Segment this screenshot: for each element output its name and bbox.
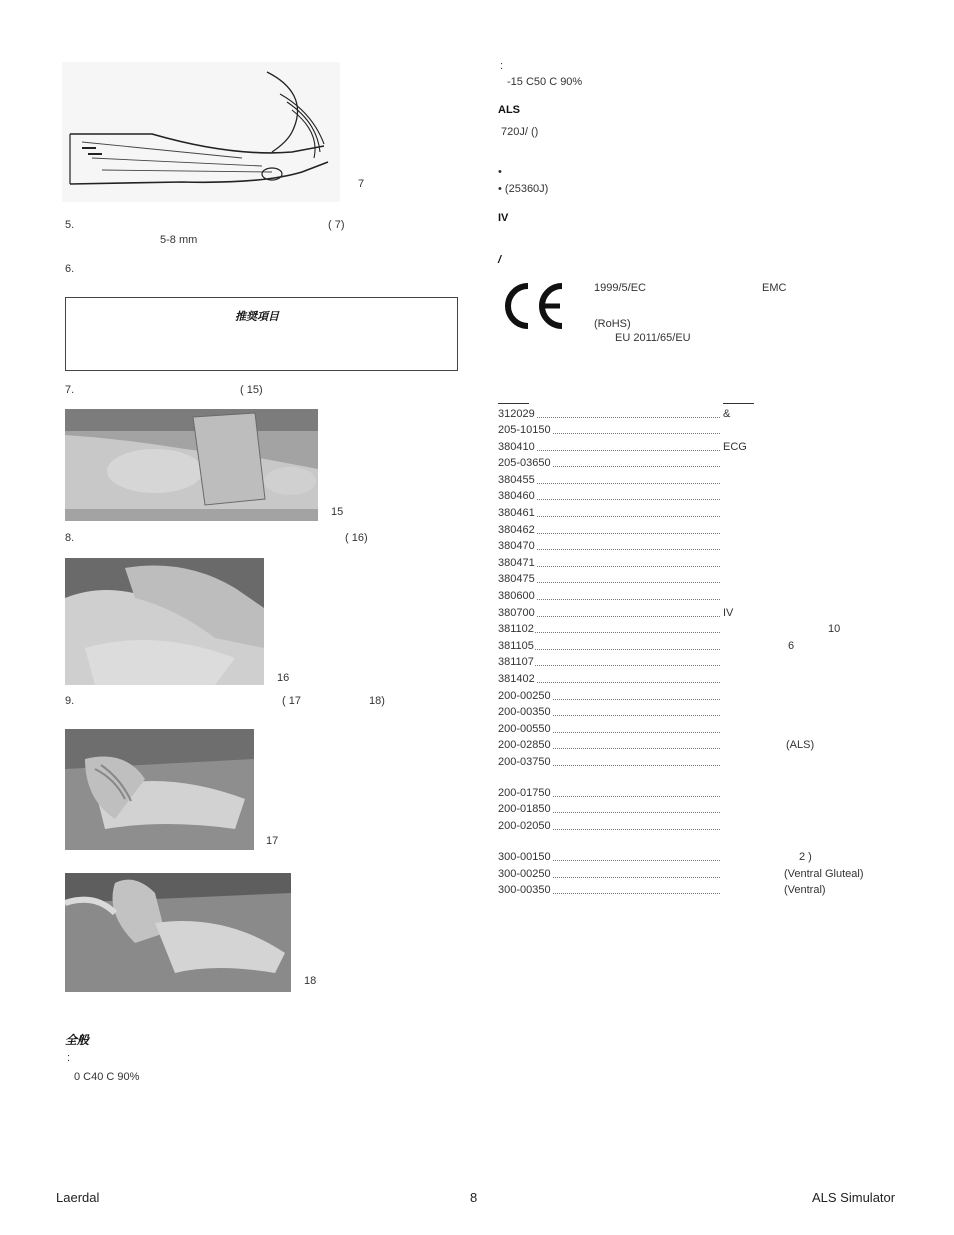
parts-row — [498, 706, 918, 720]
part-number: 380470 — [498, 540, 535, 552]
part-description: 6 — [788, 640, 795, 652]
figure-16-photo — [65, 558, 264, 685]
ce-emc: EMC — [762, 282, 787, 294]
part-number: 380460 — [498, 490, 535, 502]
part-number: 380700 — [498, 607, 535, 619]
parts-row — [498, 673, 918, 687]
part-description: (Ventral Gluteal) — [784, 868, 864, 880]
part-number: 200-02050 — [498, 820, 551, 832]
parts-row — [498, 573, 918, 587]
parts-row — [498, 457, 918, 471]
parts-header-underline-number — [498, 403, 529, 404]
figure-7-arm-drawing — [62, 62, 340, 202]
step-9-figure-ref-18: 18) — [369, 695, 385, 707]
parts-row — [498, 623, 918, 637]
ce-eu-directive: EU 2011/65/EU — [615, 332, 691, 344]
parts-row — [498, 690, 918, 704]
step-8-number: 8. — [65, 532, 75, 544]
part-number: 300-00350 — [498, 884, 551, 896]
part-description: (Ventral) — [784, 884, 826, 896]
step-5-measurement: 5-8 mm — [160, 234, 198, 246]
step-7-figure-ref: ( 15) — [240, 384, 263, 396]
storage-temperature: -15 C50 C 90% — [507, 76, 583, 88]
step-5-number: 5. — [65, 219, 75, 231]
ce-directive: 1999/5/EC — [594, 282, 646, 294]
parts-row — [498, 540, 918, 554]
part-number: 200-00550 — [498, 723, 551, 735]
ce-rohs: (RoHS) — [594, 318, 631, 330]
general-colon: : — [67, 1052, 71, 1064]
bullet-2: • (25360J) — [498, 183, 549, 195]
parts-row — [498, 524, 918, 538]
bullet-2-text: (25360J) — [504, 183, 549, 195]
part-number: 381102 — [498, 623, 534, 635]
part-description: & — [723, 408, 731, 420]
part-number: 200-02850 — [498, 739, 551, 751]
parts-row — [498, 424, 918, 438]
part-number: 200-01850 — [498, 803, 551, 815]
part-description: 2 ) — [799, 851, 812, 863]
parts-row — [498, 507, 918, 521]
part-number: 381105 — [498, 640, 534, 652]
recommendation-box — [65, 297, 458, 371]
ce-mark-icon — [498, 280, 566, 335]
bullet-1: • — [498, 166, 502, 178]
figure-15-photo — [65, 409, 318, 521]
part-description: ECG — [723, 441, 747, 453]
step-9-figure-ref-17: ( 17 — [282, 695, 301, 707]
part-description: (ALS) — [786, 739, 815, 751]
parts-row — [498, 739, 918, 753]
als-heading: ALS — [498, 104, 520, 116]
figure-18-label: 18 — [304, 975, 317, 987]
part-number: 380410 — [498, 441, 535, 453]
part-number: 312029 — [498, 408, 535, 420]
figure-17-label: 17 — [266, 835, 279, 847]
part-number: 380455 — [498, 474, 535, 486]
operating-temperature: 0 C40 C 90% — [74, 1071, 140, 1083]
parts-row — [498, 723, 918, 737]
step-8-figure-ref: ( 16) — [345, 532, 368, 544]
part-number: 380462 — [498, 524, 535, 536]
part-description: IV — [723, 607, 734, 619]
footer-product: ALS Simulator — [812, 1190, 896, 1205]
parts-row — [498, 557, 918, 571]
parts-row — [498, 490, 918, 504]
parts-row — [498, 868, 918, 882]
iv-heading: IV — [498, 212, 509, 224]
parts-row — [498, 820, 918, 834]
part-number: 380471 — [498, 557, 535, 569]
part-number: 200-00350 — [498, 706, 551, 718]
footer-company: Laerdal — [56, 1190, 100, 1205]
part-number: 300-00150 — [498, 851, 551, 863]
parts-row — [498, 607, 918, 621]
parts-row — [498, 884, 918, 898]
parts-row — [498, 803, 918, 817]
parts-row — [498, 590, 918, 604]
parts-row — [498, 474, 918, 488]
parts-header-underline-description — [723, 403, 754, 404]
step-7-number: 7. — [65, 384, 75, 396]
figure-17-photo — [65, 729, 254, 850]
parts-row — [498, 640, 918, 654]
part-number: 380461 — [498, 507, 535, 519]
step-6-number: 6. — [65, 263, 75, 275]
figure-16-label: 16 — [277, 672, 290, 684]
part-description: 10 — [828, 623, 841, 635]
als-energy: 720J/ () — [501, 126, 539, 138]
figure-15-label: 15 — [331, 506, 344, 518]
figure-7-label: 7 — [358, 178, 365, 190]
part-number: 205-03650 — [498, 457, 551, 469]
parts-row — [498, 656, 918, 670]
parts-row — [498, 787, 918, 801]
part-number: 205-10150 — [498, 424, 551, 436]
storage-colon: : — [500, 60, 504, 72]
part-number: 381402 — [498, 673, 535, 685]
footer-page-number: 8 — [470, 1190, 478, 1205]
figure-18-photo — [65, 873, 291, 992]
step-5-figure-ref: ( 7) — [328, 219, 345, 231]
compliance-heading: / — [498, 254, 502, 266]
part-number: 300-00250 — [498, 868, 551, 880]
part-number: 200-01750 — [498, 787, 551, 799]
part-number: 200-00250 — [498, 690, 551, 702]
parts-row — [498, 408, 918, 422]
step-9-number: 9. — [65, 695, 75, 707]
parts-row — [498, 756, 918, 770]
parts-row — [498, 851, 918, 865]
part-number: 380600 — [498, 590, 535, 602]
part-number: 200-03750 — [498, 756, 551, 768]
parts-row — [498, 441, 918, 455]
general-heading: 全般 — [65, 1033, 90, 1047]
recommendation-title: 推奨項目 — [235, 311, 279, 323]
part-number: 380475 — [498, 573, 535, 585]
part-number: 381107 — [498, 656, 534, 668]
